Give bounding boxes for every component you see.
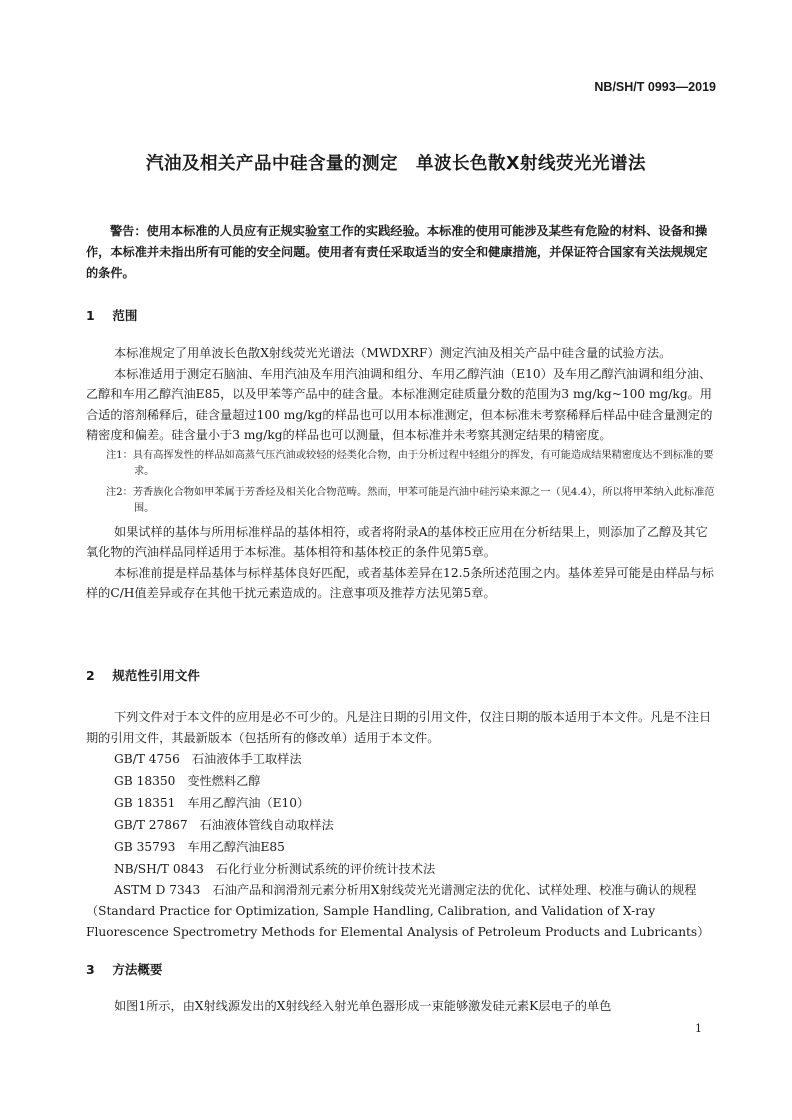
method-paragraph-1: 如图1所示，由X射线源发出的X射线经入射光单色器形成一束能够激发硅元素K层电子的单色 xyxy=(114,999,612,1013)
page-number: 1 xyxy=(695,1022,702,1035)
normative-section xyxy=(86,707,716,943)
reference-code: GB 18350 xyxy=(114,774,176,788)
reference-item xyxy=(86,770,716,792)
reference-name: 车用乙醇汽油E85 xyxy=(187,840,285,854)
reference-name: 石油液体管线自动取样法 xyxy=(199,818,334,832)
scope-paragraph-2: 本标准适用于测定石脑油、车用汽油及车用汽油调和组分、车用乙醇汽油（E10）及车用乙醇汽油调和组分油、乙醇和车用乙醇汽油E85，以及甲苯等产品中的硅含量。本标准测定硅质量分数的范围为3 mg/kg~100 mg/kg。用合适的溶剂稀释后，硅含量超过100 mg/kg的样品也可以用本标准测定，但本标准未考察稀释后样品中硅含量测定的精密度和偏差。硅含量小于3 mg/kg的样品也可以测量，但本标准并未考察其测定结果的精密度。 xyxy=(86,366,713,442)
reference-name: 变性燃料乙醇 xyxy=(187,774,261,788)
scope-note-1: 注1：具有高挥发性的样品如高蒸气压汽油或较轻的烃类化合物，由于分析过程中轻组分的挥发，有可能造成结果精密度达不到标准的要求。 xyxy=(106,449,714,477)
document-code: NB/SH/T 0993—2019 xyxy=(594,80,716,94)
reference-name: 石油液体手工取样法 xyxy=(191,752,302,766)
warning-text: 警告：使用本标准的人员应有正规实验室工作的实践经验。本标准的使用可能涉及某些有危险的材料、设备和操作，本标准并未指出所有可能的安全问题。使用者有责任采取适当的安全和健康措施，并保证符合国家有关法规规定的条件。 xyxy=(86,224,708,280)
reference-item xyxy=(86,858,716,880)
method-section xyxy=(86,996,716,1017)
reference-name: 车用乙醇汽油（E10） xyxy=(187,796,310,810)
reference-item xyxy=(86,836,716,858)
scope-paragraph-1: 本标准规定了用单波长色散X射线荧光光谱法（MWDXRF）测定汽油及相关产品中硅含量的试验方法。 xyxy=(114,346,672,360)
normative-intro: 下列文件对于本文件的应用是必不可少的。凡是注日期的引用文件，仅注日期的版本适用于本文件。凡是不注日期的引用文件，其最新版本（包括所有的修改单）适用于本文件。 xyxy=(86,710,712,745)
reference-astm: ASTM D 7343 石油产品和润滑剂元素分析用X射线荧光光谱测定法的优化、试样处理、校准与确认的规程（Standard Practice for Optimization, Sample Handling, Calibration, and Validation of X-ray Fluorescence Spectrometry Methods for Elemental Analysis of Petroleum Products and Lubricants） xyxy=(86,883,710,939)
section-heading-1 xyxy=(86,306,137,324)
section-title: 方法概要 xyxy=(112,962,163,977)
warning-block xyxy=(86,221,716,284)
section-number: 1 xyxy=(86,308,95,323)
scope-paragraph-3: 如果试样的基体与所用标准样品的基体相符，或者将附录A的基体校正应用在分析结果上，则添加了乙醇及其它氧化物的汽油样品同样适用于本标准。基体相符和基体校正的条件见第5章。 xyxy=(86,524,708,559)
section-title: 规范性引用文件 xyxy=(112,668,200,683)
section-number: 2 xyxy=(86,668,95,683)
scope-section xyxy=(86,343,716,604)
reference-item xyxy=(86,748,716,770)
section-heading-3 xyxy=(86,960,162,978)
document-title: 汽油及相关产品中硅含量的测定 单波长色散X射线荧光光谱法 xyxy=(146,154,646,174)
reference-code: GB 35793 xyxy=(114,840,176,854)
reference-code: GB/T 4756 xyxy=(114,752,180,766)
reference-name: 石化行业分析测试系统的评价统计技术法 xyxy=(215,862,436,876)
section-heading-2 xyxy=(86,666,200,684)
section-number: 3 xyxy=(86,962,95,977)
reference-item xyxy=(86,792,716,814)
scope-paragraph-4: 本标准前提是样品基体与标样基体良好匹配，或者基体差异在12.5条所述范围之内。基体差异可能是由样品与标样的C/H值差异或存在其他干扰元素造成的。注意事项及推荐方法见第5章。 xyxy=(86,565,714,600)
reference-code: GB 18351 xyxy=(114,796,176,810)
reference-item xyxy=(86,814,716,836)
reference-code: GB/T 27867 xyxy=(114,818,188,832)
reference-code: NB/SH/T 0843 xyxy=(114,862,204,876)
scope-note-2: 注2：芳香族化合物如甲苯属于芳香烃及相关化合物范畴。然而，甲苯可能是汽油中硅污染来源之一（见4.4），所以将甲苯纳入此标准范围。 xyxy=(106,486,715,514)
section-title: 范围 xyxy=(112,308,138,323)
